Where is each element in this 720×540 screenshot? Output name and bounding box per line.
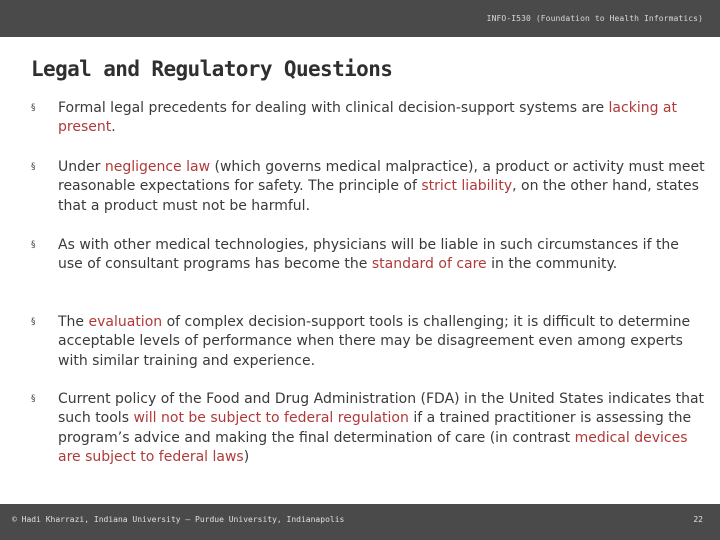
bullet-text: [58, 99, 708, 138]
bullet-text: [58, 313, 708, 371]
page-number: 22: [693, 515, 703, 524]
bullet-text: [58, 236, 708, 275]
highlighted-phrase: evaluation: [88, 314, 163, 330]
text-segment: Under: [58, 159, 105, 175]
text-segment: The: [58, 314, 89, 330]
text-segment: of complex decision-support tools is challenging; it is difficult to determine acceptable levels of performance when there may be disagreement even among experts with similar training and experience.: [58, 314, 691, 369]
header-bar: [0, 0, 720, 37]
bullet-text: [58, 390, 708, 467]
highlighted-phrase: medical devices are subject to federal laws: [58, 429, 688, 465]
footer-credit: © Hadi Kharrazi, Indiana University – Purdue University, Indianapolis: [12, 515, 345, 524]
highlighted-phrase: strict liability: [421, 178, 513, 195]
bullet-marker: §: [31, 394, 36, 404]
bullet-marker: §: [31, 103, 36, 113]
text-segment: in the community.: [486, 256, 618, 273]
highlighted-phrase: standard of care: [371, 256, 487, 273]
text-segment: , on the other hand, states that a product must not be harmful.: [58, 178, 699, 214]
text-segment: .: [111, 119, 116, 136]
text-segment: As with other medical technologies, physicians will be liable in such circumstances if the use of consultant programs has become the: [58, 237, 679, 273]
text-segment: (which governs medical malpractice), a product or activity must meet reasonable expectations for safety. The principle of: [58, 159, 705, 195]
bullet-marker: §: [31, 240, 36, 250]
text-segment: Formal legal precedents for dealing with clinical decision-support systems are: [58, 100, 609, 116]
text-segment: if a trained practitioner is assessing the program’s advice and making the final determination of care (in contrast: [58, 410, 692, 446]
page-title: Legal and Regulatory Questions: [31, 57, 393, 81]
bullet-text: [58, 158, 708, 216]
bullet-marker: §: [31, 162, 36, 172]
highlighted-phrase: will not be subject to federal regulation: [133, 410, 409, 427]
highlighted-phrase: negligence law: [104, 159, 211, 175]
text-segment: Current policy of the Food and Drug Administration (FDA) in the United States indicates that such tools: [58, 391, 705, 427]
text-segment: ): [243, 448, 250, 465]
footer-bar: [0, 504, 720, 540]
course-name: INFO-I530 (Foundation to Health Informatics): [486, 14, 703, 23]
highlighted-phrase: lacking at present: [58, 100, 677, 136]
bullet-marker: §: [31, 317, 36, 327]
